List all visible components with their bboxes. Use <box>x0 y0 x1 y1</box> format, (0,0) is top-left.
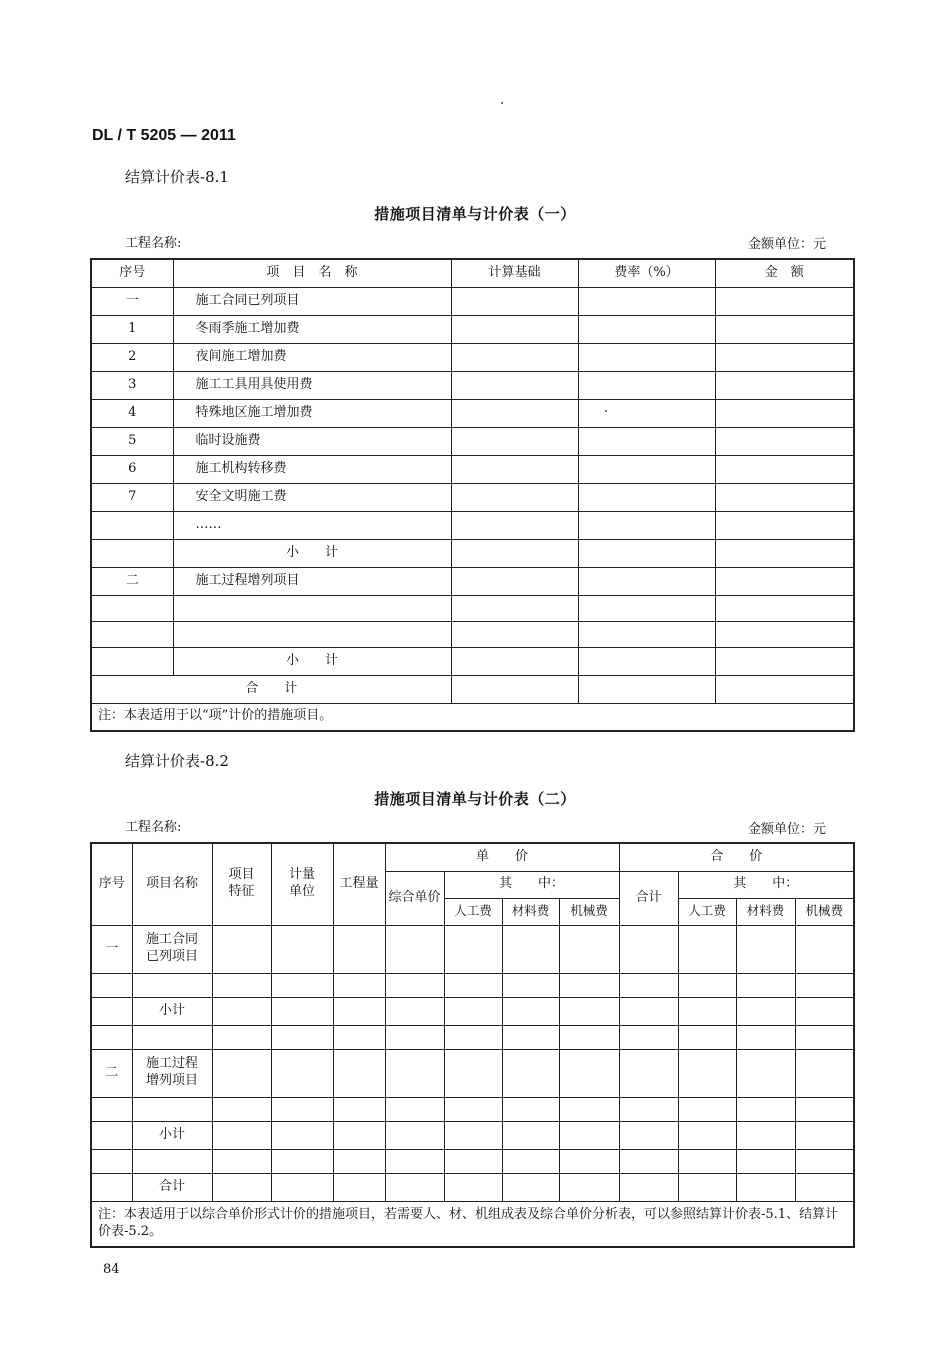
t2-header-of-which: 其 中： <box>444 871 619 898</box>
t1-row-no: 6 <box>91 455 173 483</box>
t1-row-no: 一 <box>91 287 173 315</box>
t2-header-of-which: 其 中： <box>678 871 854 898</box>
t1-header-rate: 费率（%） <box>578 259 715 287</box>
t1-row-no: 2 <box>91 343 173 371</box>
t1-row-no: 7 <box>91 483 173 511</box>
t2-total-label: 合计 <box>132 1173 212 1201</box>
t1-note: 注：本表适用于以“项”计价的措施项目。 <box>91 703 854 731</box>
t1-row-no: 3 <box>91 371 173 399</box>
t2-header-quantity: 工程量 <box>333 843 385 925</box>
t1-section2-no: 二 <box>91 567 173 595</box>
t2-subtotal-label: 小计 <box>132 997 212 1025</box>
t2-section2-no: 二 <box>91 1049 132 1097</box>
t2-header-material: 材料费 <box>736 898 795 925</box>
t2-header-machinery: 机械费 <box>795 898 854 925</box>
t2-header-feature: 项目特征 <box>212 843 271 925</box>
t1-row-name: 施工工具用具使用费 <box>173 371 451 399</box>
t2-header-unit-price: 单 价 <box>385 843 619 871</box>
table1 <box>90 258 855 732</box>
t1-subtotal-label: 小 计 <box>173 647 451 675</box>
t2-note: 注：本表适用于以综合单价形式计价的措施项目，若需要人、材、机组成表及综合单价分析表，可以参照结算计价表-5.1、结算计价表-5.2。 <box>91 1201 854 1247</box>
t1-row-name: 施工机构转移费 <box>173 455 451 483</box>
t2-header-machinery: 机械费 <box>559 898 619 925</box>
t2-header-no: 序号 <box>91 843 132 925</box>
t1-total-label: 合 计 <box>91 675 451 703</box>
t1-row-name: 临时设施费 <box>173 427 451 455</box>
t2-section2-name: 施工过程增列项目 <box>132 1049 212 1097</box>
table2 <box>90 842 855 1248</box>
t2-header-sum: 合计 <box>619 871 678 925</box>
t1-section2-name: 施工过程增列项目 <box>173 567 451 595</box>
table2-number: 结算计价表-8.2 <box>125 752 229 770</box>
t2-section1-no: 一 <box>91 925 132 973</box>
table1-unit-label: 金额单位：元 <box>748 237 827 252</box>
page-number: 84 <box>103 1262 120 1277</box>
t1-row-name: 施工合同已列项目 <box>173 287 451 315</box>
t2-header-labor: 人工费 <box>444 898 502 925</box>
t2-subtotal-label: 小计 <box>132 1121 212 1149</box>
scan-speck <box>605 410 607 412</box>
t2-section1-name: 施工合同已列项目 <box>132 925 212 973</box>
t1-header-basis: 计算基础 <box>451 259 578 287</box>
t2-header-composite-price: 综合单价 <box>385 871 444 925</box>
t1-row-name: 夜间施工增加费 <box>173 343 451 371</box>
table2-title: 措施项目清单与计价表（二） <box>374 790 576 808</box>
scan-speck <box>501 102 503 104</box>
standard-code: DL / T 5205 — 2011 <box>92 127 236 144</box>
table1-title: 措施项目清单与计价表（一） <box>374 205 576 223</box>
t2-header-unit: 计量单位 <box>271 843 333 925</box>
table1-number: 结算计价表-8.1 <box>125 168 229 186</box>
t1-row-no: 1 <box>91 315 173 343</box>
t2-header-name: 项目名称 <box>132 843 212 925</box>
t2-header-material: 材料费 <box>502 898 559 925</box>
table2-unit-label: 金额单位：元 <box>748 822 827 837</box>
t1-row-name: …… <box>173 511 451 539</box>
table1-project-label: 工程名称: <box>125 236 182 251</box>
t1-header-no: 序号 <box>91 259 173 287</box>
t1-row-name: 特殊地区施工增加费 <box>173 399 451 427</box>
t1-row-no: 5 <box>91 427 173 455</box>
table2-project-label: 工程名称: <box>125 820 182 835</box>
t2-header-labor: 人工费 <box>678 898 736 925</box>
t1-row-no <box>91 511 173 539</box>
t1-row-no: 4 <box>91 399 173 427</box>
t1-header-amount: 金 额 <box>715 259 854 287</box>
t1-row-name: 安全文明施工费 <box>173 483 451 511</box>
t1-row-name: 冬雨季施工增加费 <box>173 315 451 343</box>
t1-subtotal-label: 小 计 <box>173 539 451 567</box>
t2-header-total-price: 合 价 <box>619 843 854 871</box>
t1-header-name: 项 目 名 称 <box>173 259 451 287</box>
